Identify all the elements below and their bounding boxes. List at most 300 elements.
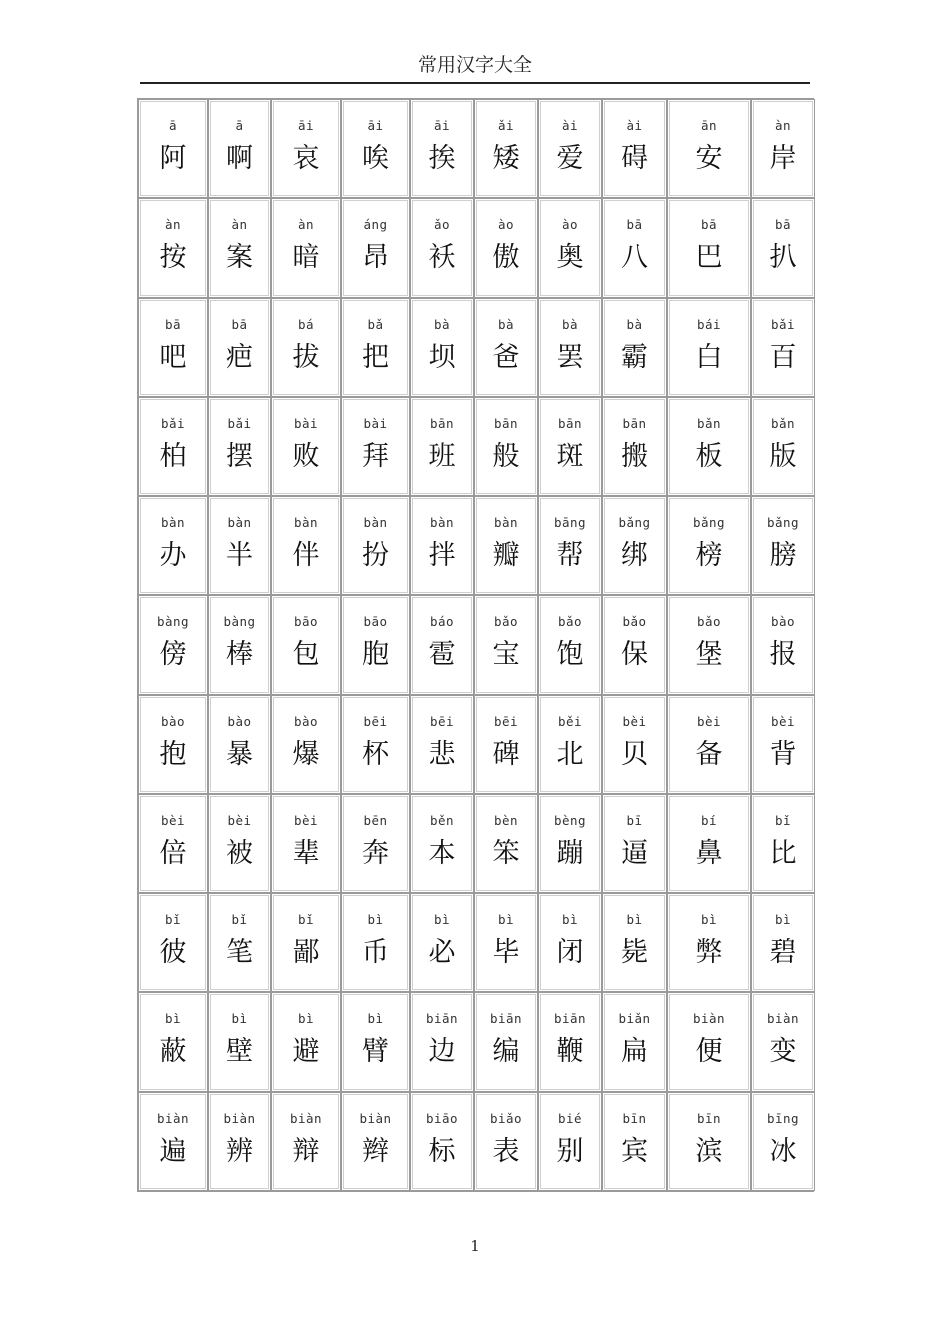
hanzi-character: 贝 (621, 738, 648, 770)
pinyin-label: bēi (429, 713, 455, 729)
character-cell (138, 893, 208, 992)
pinyin-label: āi (433, 118, 451, 133)
character-cell (138, 595, 208, 694)
pinyin-label: bèng (553, 812, 587, 828)
hanzi-character: 必 (428, 937, 456, 969)
character-cell (341, 496, 410, 595)
character-cell (602, 595, 667, 694)
pinyin-label: bí (700, 812, 718, 828)
hanzi-character: 笨 (492, 837, 520, 869)
character-cell (538, 794, 602, 893)
hanzi-character: 壁 (226, 1036, 253, 1068)
character-cell (667, 794, 751, 893)
hanzi-character: 暴 (226, 738, 253, 770)
pinyin-label: bǎn (696, 415, 722, 431)
hanzi-character: 扒 (769, 242, 797, 274)
character-cell (667, 198, 751, 297)
character-cell (208, 397, 271, 496)
hanzi-character: 倍 (159, 837, 187, 869)
pinyin-label: āi (367, 118, 384, 133)
hanzi-character: 辫 (362, 1135, 389, 1167)
hanzi-character: 胞 (362, 639, 389, 671)
hanzi-character: 奔 (362, 837, 389, 869)
pinyin-label: ǎi (497, 118, 515, 133)
hanzi-character: 被 (226, 837, 253, 869)
pinyin-label: bì (626, 912, 643, 928)
pinyin-label: biǎn (618, 1011, 651, 1027)
character-cell (474, 298, 538, 397)
hanzi-character: 弊 (695, 937, 723, 969)
pinyin-label: biǎo (489, 1110, 523, 1126)
character-cell (341, 1092, 410, 1191)
hanzi-character: 别 (556, 1135, 584, 1167)
character-cell (474, 397, 538, 496)
character-cell (602, 397, 667, 496)
hanzi-character: 唉 (362, 143, 389, 174)
character-cell (341, 893, 410, 992)
character-cell (208, 1092, 271, 1191)
character-cell (271, 595, 341, 694)
character-cell (538, 1092, 602, 1191)
pinyin-label: bà (497, 316, 515, 332)
pinyin-label: bān (622, 415, 647, 431)
pinyin-label: biàn (156, 1110, 190, 1126)
pinyin-label: bì (561, 912, 579, 928)
hanzi-character: 碑 (492, 738, 520, 770)
hanzi-character: 阿 (159, 143, 187, 174)
page-title: 常用汉字大全 (417, 54, 532, 76)
pinyin-label: bài (363, 415, 388, 431)
hanzi-character: 闭 (556, 937, 584, 969)
pinyin-label: ài (626, 118, 643, 133)
hanzi-character: 编 (492, 1036, 520, 1068)
hanzi-character: 班 (428, 440, 456, 472)
hanzi-character: 冰 (769, 1135, 797, 1167)
pinyin-label: bān (493, 415, 519, 431)
pinyin-label: bāng (553, 515, 587, 531)
character-cell (751, 1092, 815, 1191)
pinyin-label: bēn (363, 812, 388, 828)
character-cell (538, 695, 602, 794)
pinyin-label: bì (164, 1011, 182, 1027)
character-cell (138, 198, 208, 297)
hanzi-character: 霸 (621, 341, 648, 373)
hanzi-character: 变 (769, 1036, 797, 1068)
hanzi-character: 避 (292, 1036, 320, 1068)
hanzi-character: 吧 (159, 341, 187, 373)
hanzi-character: 便 (695, 1036, 723, 1068)
pinyin-label: biān (489, 1011, 523, 1027)
character-cell (208, 595, 271, 694)
pinyin-label: bà (626, 316, 643, 332)
pinyin-label: āi (297, 118, 315, 133)
hanzi-character: 背 (769, 738, 797, 770)
pinyin-label: bīng (766, 1110, 800, 1126)
pinyin-label: bǎo (557, 614, 583, 630)
character-cell (751, 695, 815, 794)
character-cell (751, 99, 815, 198)
hanzi-character: 暗 (292, 242, 320, 274)
character-cell (138, 1092, 208, 1191)
pinyin-label: bì (700, 912, 718, 928)
pinyin-label: bèn (493, 812, 519, 828)
character-cell (410, 695, 474, 794)
pinyin-label: bǐ (164, 912, 182, 928)
pinyin-label: biàn (692, 1011, 726, 1027)
hanzi-character: 板 (695, 440, 723, 472)
pinyin-label: bā (626, 217, 643, 233)
character-cell (138, 298, 208, 397)
hanzi-character: 笔 (226, 937, 253, 969)
hanzi-character: 本 (428, 837, 456, 869)
hanzi-character: 疤 (226, 341, 253, 373)
hanzi-character: 般 (492, 440, 520, 472)
character-cell (667, 992, 751, 1091)
character-cell (271, 397, 341, 496)
character-cell (208, 992, 271, 1091)
pinyin-label: àn (164, 217, 182, 233)
pinyin-label: bào (227, 713, 252, 729)
hanzi-character: 抱 (159, 738, 187, 770)
character-cell (410, 397, 474, 496)
hanzi-character: 绑 (621, 540, 648, 572)
character-cell (271, 99, 341, 198)
character-cell (138, 397, 208, 496)
character-cell (341, 695, 410, 794)
character-cell (751, 198, 815, 297)
pinyin-label: bǎo (493, 614, 519, 630)
pinyin-label: bǐ (297, 912, 315, 928)
character-cell (602, 496, 667, 595)
character-cell (271, 298, 341, 397)
character-cell (208, 893, 271, 992)
hanzi-character: 包 (292, 639, 320, 671)
pinyin-label: bì (497, 912, 515, 928)
character-cell (667, 1092, 751, 1191)
pinyin-label: biàn (766, 1011, 800, 1027)
pinyin-label: bǐ (231, 912, 248, 928)
pinyin-label: bā (700, 217, 718, 233)
hanzi-character: 爱 (556, 143, 584, 174)
hanzi-character: 伴 (292, 540, 320, 572)
character-cell (751, 397, 815, 496)
pinyin-label: bào (770, 614, 796, 630)
hanzi-character: 摆 (226, 440, 253, 472)
character-cell (410, 794, 474, 893)
pinyin-label: bèi (696, 713, 722, 729)
pinyin-label: ài (561, 118, 579, 133)
hanzi-character: 滨 (695, 1135, 723, 1167)
hanzi-character: 杯 (362, 738, 389, 770)
hanzi-character: 巴 (695, 242, 723, 274)
character-cell (271, 198, 341, 297)
character-cell (474, 1092, 538, 1191)
pinyin-label: bèi (293, 812, 319, 828)
pinyin-label: bì (433, 912, 451, 928)
hanzi-character: 悲 (428, 738, 456, 770)
hanzi-character: 办 (159, 540, 187, 572)
character-cell (667, 397, 751, 496)
character-cell (271, 794, 341, 893)
hanzi-character: 逼 (621, 837, 648, 869)
pinyin-label: bǎo (696, 614, 722, 630)
hanzi-character: 败 (292, 440, 320, 472)
character-cell (474, 99, 538, 198)
character-cell (138, 695, 208, 794)
character-cell (341, 595, 410, 694)
hanzi-character: 案 (226, 242, 253, 274)
character-cell (410, 198, 474, 297)
hanzi-character: 挨 (428, 143, 456, 174)
pinyin-label: bà (433, 316, 451, 332)
pinyin-label: bā (164, 316, 182, 332)
hanzi-character: 报 (769, 639, 797, 671)
character-cell (341, 794, 410, 893)
character-cell (410, 992, 474, 1091)
pinyin-label: bèi (622, 713, 647, 729)
character-cell (474, 794, 538, 893)
character-cell (602, 99, 667, 198)
pinyin-label: bǎn (770, 415, 796, 431)
hanzi-character: 把 (362, 341, 389, 373)
pinyin-label: bàn (363, 515, 388, 531)
hanzi-character: 遍 (159, 1135, 187, 1167)
pinyin-label: bì (297, 1011, 315, 1027)
hanzi-character: 八 (621, 242, 648, 274)
character-cell (474, 198, 538, 297)
character-cell (474, 496, 538, 595)
hanzi-character: 表 (492, 1135, 520, 1167)
hanzi-character: 安 (695, 143, 723, 174)
hanzi-character: 矮 (492, 143, 520, 174)
pinyin-label: bèi (227, 812, 252, 828)
character-cell (410, 298, 474, 397)
pinyin-label: bāo (363, 614, 388, 630)
pinyin-label: bì (774, 912, 792, 928)
hanzi-character: 堡 (695, 639, 723, 671)
pinyin-label: áng (363, 217, 388, 233)
pinyin-label: bǎi (227, 415, 252, 431)
hanzi-character: 碧 (769, 937, 797, 969)
character-cell (138, 496, 208, 595)
hanzi-character: 斑 (556, 440, 584, 472)
hanzi-character: 饱 (556, 639, 584, 671)
hanzi-character: 坝 (428, 341, 456, 373)
pinyin-label: bàn (293, 515, 319, 531)
hanzi-character: 雹 (428, 639, 456, 671)
character-cell (271, 893, 341, 992)
hanzi-character: 百 (769, 341, 797, 373)
hanzi-character: 岸 (769, 143, 797, 174)
hanzi-character: 毙 (621, 937, 648, 969)
character-cell (538, 198, 602, 297)
pinyin-label: biān (425, 1011, 459, 1027)
pinyin-label: bì (367, 1011, 384, 1027)
hanzi-character: 拔 (292, 341, 320, 373)
hanzi-character: 辩 (292, 1135, 320, 1167)
character-cell (538, 893, 602, 992)
pinyin-label: bēi (493, 713, 519, 729)
character-cell (602, 198, 667, 297)
pinyin-label: bá (297, 316, 315, 332)
hanzi-character: 边 (428, 1036, 456, 1068)
character-cell (341, 99, 410, 198)
pinyin-label: běi (557, 713, 583, 729)
character-cell (667, 99, 751, 198)
pinyin-label: biān (553, 1011, 587, 1027)
pinyin-label: bān (557, 415, 583, 431)
character-cell (474, 595, 538, 694)
pinyin-label: bàn (160, 515, 186, 531)
hanzi-character: 拜 (362, 440, 389, 472)
pinyin-label: bā (231, 316, 248, 332)
hanzi-character: 罢 (556, 341, 584, 373)
character-cell (208, 695, 271, 794)
character-cell (271, 992, 341, 1091)
character-cell (410, 496, 474, 595)
pinyin-label: ào (561, 217, 579, 233)
hanzi-character: 瓣 (492, 540, 520, 572)
pinyin-label: bīn (696, 1110, 722, 1126)
character-cell (138, 99, 208, 198)
hanzi-character: 臂 (362, 1036, 389, 1068)
pinyin-label: bèi (160, 812, 186, 828)
pinyin-label: bàng (223, 614, 256, 630)
page-number: 1 (470, 1237, 480, 1255)
hanzi-character: 版 (769, 440, 797, 472)
pinyin-label: bǐ (774, 812, 792, 828)
hanzi-character: 扮 (362, 540, 389, 572)
pinyin-label: ào (497, 217, 515, 233)
character-cell (751, 595, 815, 694)
pinyin-label: běn (429, 812, 455, 828)
character-cell (410, 99, 474, 198)
pinyin-label: biàn (289, 1110, 323, 1126)
hanzi-character: 哀 (292, 143, 320, 174)
hanzi-character: 碍 (621, 143, 648, 174)
character-cell (208, 794, 271, 893)
character-cell (341, 198, 410, 297)
hanzi-character: 啊 (226, 143, 253, 174)
hanzi-character: 辨 (226, 1135, 253, 1167)
character-cell (667, 695, 751, 794)
character-cell (538, 298, 602, 397)
hanzi-character: 袄 (428, 242, 456, 274)
character-cell (208, 99, 271, 198)
pinyin-label: bàn (227, 515, 252, 531)
hanzi-character: 比 (769, 837, 797, 869)
character-cell (271, 1092, 341, 1191)
pinyin-label: bàng (156, 614, 190, 630)
pinyin-label: bèi (770, 713, 796, 729)
character-cell (208, 198, 271, 297)
hanzi-character: 柏 (159, 440, 187, 472)
pinyin-label: ān (700, 118, 718, 133)
hanzi-character: 蔽 (159, 1036, 187, 1068)
title-rule (140, 82, 810, 84)
pinyin-label: biàn (223, 1110, 256, 1126)
pinyin-label: bīn (622, 1110, 647, 1126)
pinyin-label: bǎo (622, 614, 647, 630)
hanzi-character: 保 (621, 639, 648, 671)
hanzi-character: 傲 (492, 242, 520, 274)
pinyin-label: bà (561, 316, 579, 332)
hanzi-character: 宝 (492, 639, 520, 671)
character-cell (538, 595, 602, 694)
character-cell (474, 992, 538, 1091)
character-cell (751, 992, 815, 1091)
hanzi-character: 蹦 (556, 837, 584, 869)
pinyin-label: bàn (429, 515, 455, 531)
pinyin-label: bǎi (770, 316, 796, 332)
character-cell (341, 992, 410, 1091)
character-cell (538, 397, 602, 496)
pinyin-label: ǎo (433, 217, 451, 233)
hanzi-character: 棒 (226, 639, 253, 671)
hanzi-character: 宾 (621, 1135, 648, 1167)
hanzi-character: 按 (159, 242, 187, 274)
character-cell (602, 1092, 667, 1191)
character-cell (602, 992, 667, 1091)
pinyin-label: bié (557, 1110, 583, 1126)
hanzi-character: 扁 (621, 1036, 648, 1068)
hanzi-character: 白 (695, 341, 723, 373)
character-cell (751, 893, 815, 992)
character-cell (341, 397, 410, 496)
character-cell (474, 695, 538, 794)
hanzi-character: 膀 (769, 540, 797, 572)
hanzi-character: 爸 (492, 341, 520, 373)
character-cell (271, 496, 341, 595)
pinyin-label: ā (168, 118, 178, 133)
pinyin-label: àn (774, 118, 792, 133)
pinyin-label: àn (231, 217, 248, 233)
hanzi-character: 搬 (621, 440, 648, 472)
character-cell (602, 794, 667, 893)
character-cell (602, 893, 667, 992)
character-cell (751, 794, 815, 893)
hanzi-character: 彼 (159, 937, 187, 969)
pinyin-label: bài (293, 415, 319, 431)
hanzi-character: 榜 (695, 540, 723, 572)
character-cell (410, 893, 474, 992)
character-cell (667, 595, 751, 694)
character-cell (208, 496, 271, 595)
character-cell (538, 99, 602, 198)
pinyin-label: bào (293, 713, 319, 729)
character-cell (538, 992, 602, 1091)
pinyin-label: biāo (425, 1110, 459, 1126)
pinyin-label: bā (774, 217, 792, 233)
pinyin-label: bāo (293, 614, 319, 630)
character-cell (602, 298, 667, 397)
character-cell (410, 595, 474, 694)
character-cell (602, 695, 667, 794)
hanzi-character: 鞭 (556, 1036, 584, 1068)
pinyin-label: bào (160, 713, 186, 729)
hanzi-character: 北 (556, 738, 584, 770)
character-table (137, 98, 814, 1192)
pinyin-label: bǎng (618, 515, 651, 531)
pinyin-label: bǎ (367, 316, 384, 332)
character-cell (751, 298, 815, 397)
hanzi-character: 奥 (556, 242, 584, 274)
hanzi-character: 毕 (492, 937, 520, 969)
character-cell (667, 298, 751, 397)
pinyin-label: bái (696, 316, 722, 332)
hanzi-character: 标 (428, 1135, 456, 1167)
hanzi-character: 傍 (159, 639, 187, 671)
